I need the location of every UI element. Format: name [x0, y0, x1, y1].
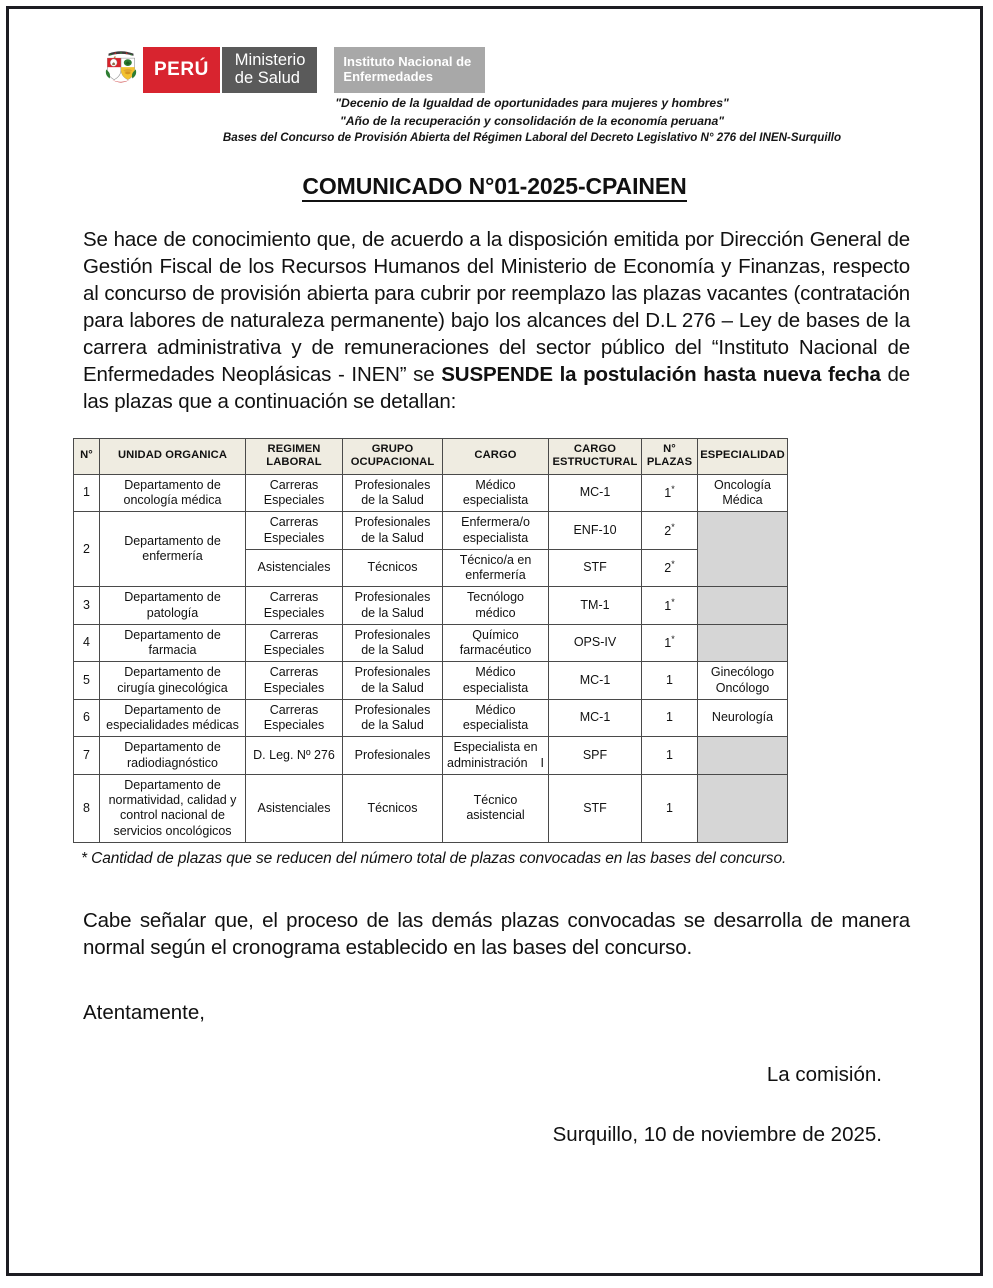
cell-cargo-estructural: ENF-10	[549, 512, 642, 550]
cell-regimen-laboral: Asistenciales	[246, 774, 343, 842]
cell-unidad-organica: Departamento de especialidades médicas	[100, 699, 246, 737]
table-row	[74, 699, 788, 737]
document-title-text: COMUNICADO N°01-2025-CPAINEN	[302, 173, 686, 202]
cell-grupo-ocupacional: Profesionales	[343, 737, 443, 775]
table-footnote: * Cantidad de plazas que se reducen del número total de plazas convocadas en las bases del concurso.	[81, 849, 787, 867]
cell-unidad-organica: Departamento de cirugía ginecológica	[100, 662, 246, 700]
table-row	[74, 624, 788, 662]
cell-numero: 7	[74, 737, 100, 775]
cell-unidad-organica: Departamento de farmacia	[100, 624, 246, 662]
th-regimen-laboral-l1: REGIMEN	[267, 442, 321, 455]
cell-especialidad: Neurología	[698, 699, 788, 737]
cell-numero-plazas: 2*	[642, 549, 698, 587]
slogan-line-3: Bases del Concurso de Provisión Abierta del Régimen Laboral del Decreto Legislativo N° 276 del INEN-Surquillo	[222, 131, 842, 145]
cell-regimen-laboral: Carreras Especiales	[246, 512, 343, 550]
th-cargo-estructural-l2: ESTRUCTURAL	[552, 456, 638, 469]
cell-especialidad	[698, 624, 788, 662]
ministry-line-1: Ministerio	[234, 51, 306, 70]
cell-unidad-organica: Departamento de enfermería	[100, 512, 246, 587]
cell-numero-plazas: 1	[642, 699, 698, 737]
cell-cargo-estructural: TM-1	[549, 587, 642, 625]
cell-cargo: Enfermera/o especialista	[443, 512, 549, 550]
cell-cargo: Técnico asistencial	[443, 774, 549, 842]
cell-cargo: Médico especialista	[443, 474, 549, 512]
table-row	[74, 587, 788, 625]
cell-cargo-estructural: STF	[549, 774, 642, 842]
cell-numero-plazas: 1	[642, 774, 698, 842]
cell-numero: 3	[74, 587, 100, 625]
cell-numero: 6	[74, 699, 100, 737]
cell-unidad-organica: Departamento de normatividad, calidad y control nacional de servicios oncológicos	[100, 774, 246, 842]
table-row	[74, 662, 788, 700]
th-especialidad	[698, 438, 788, 474]
cell-cargo-estructural: MC-1	[549, 474, 642, 512]
letterhead	[99, 47, 920, 93]
cell-numero-plazas: 2*	[642, 512, 698, 550]
signoff: La comisión.	[766, 1062, 882, 1086]
th-numero	[74, 438, 100, 474]
place-and-date: Surquillo, 10 de noviembre de 2025.	[552, 1122, 882, 1146]
th-numero-plazas-l2: PLAZAS	[646, 456, 693, 469]
institute-line-2: Enfermedades	[343, 69, 433, 84]
cell-especialidad	[698, 512, 788, 587]
cell-numero-plazas: 1*	[642, 624, 698, 662]
cell-regimen-laboral: Asistenciales	[246, 549, 343, 587]
cell-numero: 2	[74, 512, 100, 587]
cell-cargo: Especialista en administración I	[443, 737, 549, 775]
intro-emphasis: SUSPENDE la postulación hasta nueva fecha	[441, 363, 881, 387]
table-body	[74, 474, 788, 842]
th-cargo-estructural-l1: CARGO	[573, 442, 617, 455]
th-unidad-organica	[100, 438, 246, 474]
cell-especialidad	[698, 737, 788, 775]
table-row	[74, 774, 788, 842]
cell-grupo-ocupacional: Profesionales de la Salud	[343, 587, 443, 625]
th-cargo-estructural	[549, 438, 642, 474]
cell-unidad-organica: Departamento de oncología médica	[100, 474, 246, 512]
cell-numero-plazas: 1*	[642, 587, 698, 625]
cell-regimen-laboral: Carreras Especiales	[246, 699, 343, 737]
cell-especialidad	[698, 587, 788, 625]
page-content	[9, 9, 980, 1273]
table-row	[74, 737, 788, 775]
coat-of-arms-wrap	[99, 47, 143, 93]
cell-cargo-estructural: OPS-IV	[549, 624, 642, 662]
cell-grupo-ocupacional: Profesionales de la Salud	[343, 474, 443, 512]
cell-cargo-estructural: STF	[549, 549, 642, 587]
table-row	[74, 474, 788, 512]
cell-cargo-estructural: MC-1	[549, 662, 642, 700]
slogan-line-2: "Año de la recuperación y consolidación de la economía peruana"	[339, 113, 725, 128]
th-numero-l1: N°	[80, 449, 93, 462]
cell-unidad-organica: Departamento de patología	[100, 587, 246, 625]
cell-grupo-ocupacional: Profesionales de la Salud	[343, 699, 443, 737]
cell-grupo-ocupacional: Profesionales de la Salud	[343, 662, 443, 700]
cell-especialidad: Oncología Médica	[698, 474, 788, 512]
table-header-row	[74, 438, 788, 474]
cell-especialidad	[698, 774, 788, 842]
intro-paragraph	[83, 226, 910, 415]
cell-grupo-ocupacional: Profesionales de la Salud	[343, 512, 443, 550]
cell-cargo: Tecnólogo médico	[443, 587, 549, 625]
institute-block	[334, 47, 485, 93]
th-numero-plazas-l1: N°	[663, 442, 676, 455]
peru-coat-of-arms-icon	[104, 50, 138, 90]
th-numero-plazas	[642, 438, 698, 474]
cell-numero-plazas: 1	[642, 737, 698, 775]
cell-grupo-ocupacional: Profesionales de la Salud	[343, 624, 443, 662]
table-row	[74, 512, 788, 550]
th-grupo-ocupacional-l1: GRUPO	[371, 442, 414, 455]
cell-regimen-laboral: Carreras Especiales	[246, 587, 343, 625]
th-unidad-organica-l1: UNIDAD ORGANICA	[117, 449, 228, 462]
document-page	[6, 6, 983, 1276]
ministry-line-2: de Salud	[234, 69, 300, 87]
cell-cargo: Médico especialista	[443, 699, 549, 737]
cell-cargo: Técnico/a en enfermería	[443, 549, 549, 587]
cell-especialidad: Ginecólogo Oncólogo	[698, 662, 788, 700]
cell-numero: 1	[74, 474, 100, 512]
cell-cargo-estructural: MC-1	[549, 699, 642, 737]
th-cargo	[443, 438, 549, 474]
salutation: Atentamente,	[83, 1000, 205, 1024]
peru-label: PERÚ	[143, 47, 220, 93]
th-grupo-ocupacional	[343, 438, 443, 474]
cell-numero: 5	[74, 662, 100, 700]
slogan-line-1: "Decenio de la Igualdad de oportunidades para mujeres y hombres"	[335, 96, 729, 110]
closing-paragraph: Cabe señalar que, el proceso de las demás plazas convocadas se desarrolla de manera normal según el cronograma establecido en las bases del concurso.	[83, 908, 910, 959]
intro-part-1: Se hace de conocimiento que, de acuerdo a la disposición emitida por Dirección General de Gestión Fiscal de los Recursos Humanos del Ministerio de Economía y Finanzas, respecto al concurso de provisión abierta para cubrir por reemplazo las plazas vacantes (contratación para labores de naturaleza permanente) bajo los alcances del D.L 276 – Ley de bases de la carrera administrativa y de remuneraciones del sector público del “Instituto Nacional de Enfermedades Neoplásicas - INEN” se	[83, 228, 910, 387]
cell-cargo: Químico farmacéutico	[443, 624, 549, 662]
slogan-block	[144, 95, 920, 147]
th-cargo-l1: CARGO	[474, 449, 517, 462]
cell-regimen-laboral: D. Leg. Nº 276	[246, 737, 343, 775]
th-especialidad-l1: ESPECIALIDAD	[700, 449, 785, 462]
cell-grupo-ocupacional: Técnicos	[343, 774, 443, 842]
cell-unidad-organica: Departamento de radiodiagnóstico	[100, 737, 246, 775]
cell-regimen-laboral: Carreras Especiales	[246, 624, 343, 662]
cell-grupo-ocupacional: Técnicos	[343, 549, 443, 587]
cell-numero-plazas: 1*	[642, 474, 698, 512]
cell-regimen-laboral: Carreras Especiales	[246, 474, 343, 512]
plazas-table-wrap	[73, 438, 787, 843]
th-grupo-ocupacional-l2: OCUPACIONAL	[350, 456, 435, 469]
plazas-table	[73, 438, 788, 843]
cell-numero: 8	[74, 774, 100, 842]
cell-numero-plazas: 1	[642, 662, 698, 700]
intro-part-2: de las plazas que a continuación se detallan:	[83, 363, 910, 414]
institute-line-1: Instituto Nacional de	[343, 54, 472, 70]
cell-numero: 4	[74, 624, 100, 662]
document-title	[69, 173, 920, 200]
th-regimen-laboral-l2: LABORAL	[266, 456, 322, 469]
cell-cargo: Médico especialista	[443, 662, 549, 700]
cell-regimen-laboral: Carreras Especiales	[246, 662, 343, 700]
th-regimen-laboral	[246, 438, 343, 474]
cell-cargo-estructural: SPF	[549, 737, 642, 775]
ministry-block	[222, 47, 318, 93]
